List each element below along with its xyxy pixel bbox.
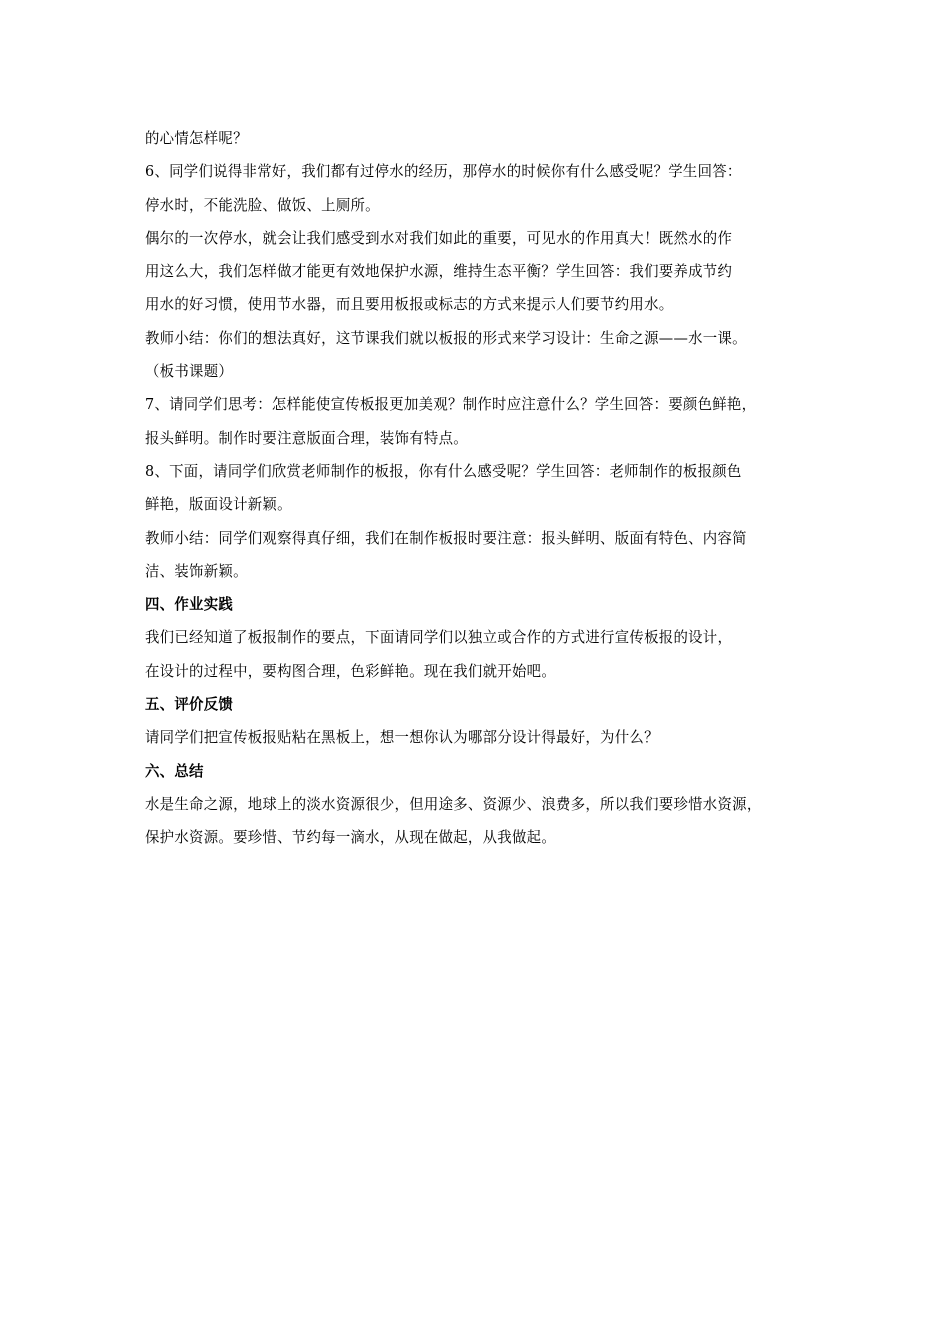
text-line: 洁、装饰新颖。 [145, 561, 248, 580]
text-line: 教师小结：你们的想法真好，这节课我们就以板报的形式来学习设计：生命之源——水一课。 [145, 328, 747, 347]
text-line: 用这么大，我们怎样做才能更有效地保护水源，维持生态平衡？学生回答：我们要养成节约 [145, 262, 733, 281]
text-line: 8、下面，请同学们欣赏老师制作的板报，你有什么感受呢？学生回答：老师制作的板报颜色 [145, 461, 742, 480]
text-line: 报头鲜明。制作时要注意版面合理，装饰有特点。 [145, 428, 468, 447]
text-line: 用水的好习惯，使用节水器，而且要用板报或标志的方式来提示人们要节约用水。 [145, 295, 674, 314]
text-line: 偶尔的一次停水，就会让我们感受到水对我们如此的重要，可见水的作用真大！既然水的作 [145, 228, 733, 247]
text-line: 7、请同学们思考：怎样能使宣传板报更加美观？制作时应注意什么？学生回答：要颜色鲜艳， [145, 395, 757, 414]
text-line: 请同学们把宣传板报贴粘在黑板上，想一想你认为哪部分设计得最好，为什么？ [145, 728, 659, 747]
text-line: 教师小结：同学们观察得真仔细，我们在制作板报时要注意：报头鲜明、版面有特色、内容简 [145, 528, 747, 547]
document-body [145, 122, 835, 855]
text-line: 保护水资源。要珍惜、节约每一滴水，从现在做起，从我做起。 [145, 828, 557, 847]
text-line: 水是生命之源，地球上的淡水资源很少，但用途多、资源少、浪费多，所以我们要珍惜水资源， [145, 794, 762, 813]
section-heading: 四、作业实践 [145, 595, 234, 614]
text-line: 停水时，不能洗脸、做饭、上厕所。 [145, 195, 380, 214]
text-line: 的心情怎样呢？ [145, 129, 248, 147]
section-heading: 五、评价反馈 [145, 695, 234, 714]
section-heading: 六、总结 [145, 761, 204, 780]
text-line: 我们已经知道了板报制作的要点，下面请同学们以独立或合作的方式进行宣传板报的设计， [145, 628, 733, 647]
text-line: 6、同学们说得非常好，我们都有过停水的经历，那停水的时候你有什么感受呢？学生回答： [145, 162, 742, 181]
text-line: 在设计的过程中，要构图合理，色彩鲜艳。现在我们就开始吧。 [145, 661, 557, 680]
text-line: 鲜艳，版面设计新颖。 [145, 495, 292, 514]
text-line: （板书课题） [145, 362, 234, 381]
